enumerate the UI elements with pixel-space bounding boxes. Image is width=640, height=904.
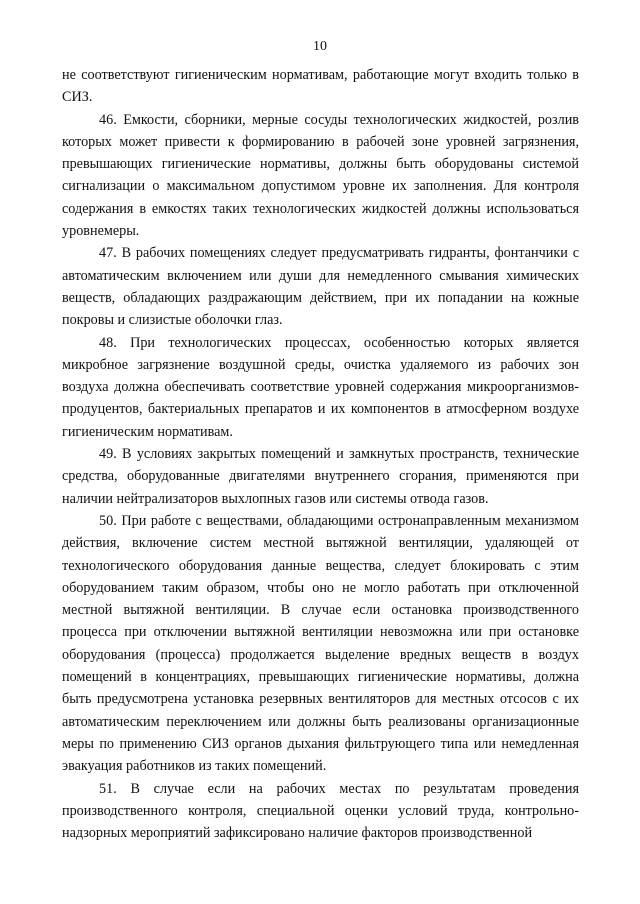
- paragraph-46: 46. Емкости, сборники, мерные сосуды технологических жидкостей, розлив которых может привести к формированию в рабочей зоне уровней загрязнения, превышающих гигиенические нормативы, должны быть оборудованы системой сигнализации о максимальном допустимом уровне их заполнения. Для контроля содержания в емкостях таких технологических жидкостей должны использоваться уровнемеры.: [62, 111, 579, 240]
- paragraph-51: 51. В случае если на рабочих местах по результатам проведения производственного контроля, специальной оценки условий труда, контрольно-надзорных мероприятий зафиксировано наличие факторов производственной: [62, 780, 579, 842]
- paragraph-48: 48. При технологических процессах, особенностью которых является микробное загрязнение воздушной среды, очистка удаляемого из рабочих зон воздуха должна обеспечивать соответствие уровней содержания микроорганизмов-продуцентов, бактериальных препаратов и их компонентов в атмосферном воздухе гигиеническим нормативам.: [62, 334, 579, 440]
- paragraph-49: 49. В условиях закрытых помещений и замкнутых пространств, технические средства, оборудованные двигателями внутреннего сгорания, применяются при наличии нейтрализаторов выхлопных газов или системы отвода газов.: [62, 446, 579, 507]
- document-body: [62, 64, 579, 844]
- page-number: 10: [313, 39, 327, 54]
- paragraph-continued: не соответствуют гигиеническим нормативам, работающие могут входить только в СИЗ.: [62, 67, 579, 106]
- paragraph-50: 50. При работе с веществами, обладающими остронаправленным механизмом действия, включение систем местной вытяжной вентиляции, удаляющей от технологического оборудования данные вещества, следует блокировать с этим оборудованием таким образом, чтобы оно не могло работать при отключенной местной вытяжной вентиляции. В случае если остановка производственного процесса при отключении вытяжной вентиляции невозможна или при остановке оборудования (процесса) продолжается выделение вредных веществ в воздух помещений в концентрациях, превышающих гигиенические нормативы, должна быть предусмотрена установка резервных вентиляторов для местных отсосов с их автоматическим переключением или должны быть реализованы организационные меры по применению СИЗ органов дыхания фильтрующего типа или немедленная эвакуация работников из таких помещений.: [62, 512, 579, 775]
- paragraph-47: 47. В рабочих помещениях следует предусматривать гидранты, фонтанчики с автоматическим включением или души для немедленного смывания химических веществ, обладающих раздражающим действием, при их попадании на кожные покровы и слизистые оболочки глаз.: [62, 245, 579, 329]
